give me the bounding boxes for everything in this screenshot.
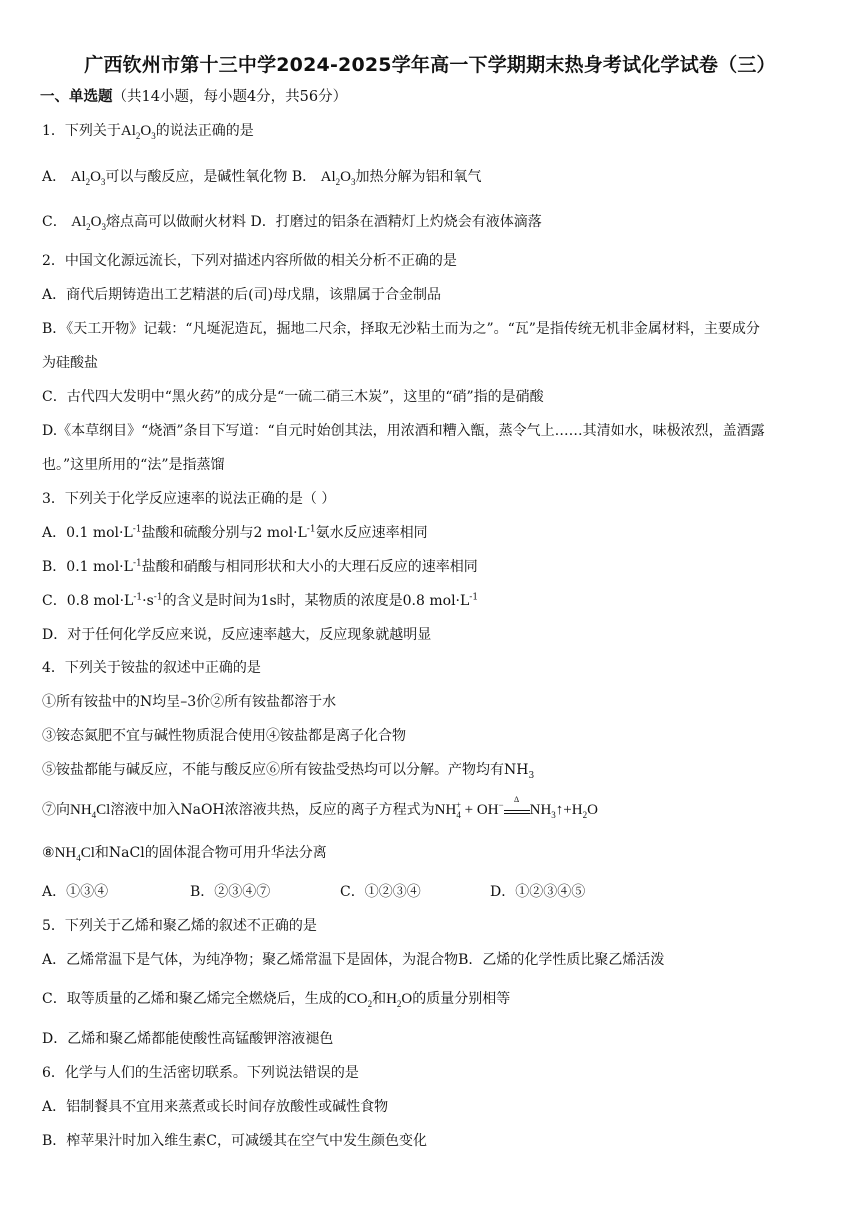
section-note: （共14小题，每小题4分，共56分）: [112, 89, 348, 105]
q4-statements-3: ⑤铵盐都能与碱反应，不能与酸反应⑥所有铵盐受热均可以分解。产物均有$NH_3$: [42, 762, 535, 781]
q3-option-a: A．0.1 $mol\cdot L^{-1}$盐酸和硫酸分别与2 $mol\cdot L^{-1}$氨水反应速率相同: [42, 524, 428, 541]
q6-stem: 6．化学与人们的生活密切联系。下列说法错误的是: [42, 1065, 359, 1081]
q5-option-d: D．乙烯和聚乙烯都能使酸性高锰酸钾溶液褪色: [42, 1031, 334, 1047]
q1-stem: 1．下列关于$Al_2O_3$的说法正确的是: [42, 123, 254, 141]
q1-option-a: A． $Al_2O_3$可以与酸反应，是碱性氧化物: [42, 169, 288, 187]
q2-option-a: A．商代后期铸造出工艺精湛的后(司)母戊鼎，该鼎属于合金制品: [42, 287, 442, 303]
q2-option-d-line2: 也。”这里所用的“法”是指蒸馏: [42, 457, 225, 473]
q2-option-b-line1: B．《天工开物》记载：“凡埏泥造瓦，掘地二尺余，择取无沙粘土而为之”。“瓦”是指传统无机非金属材料，主要成分: [42, 321, 760, 337]
q2-option-b-line2: 为硅酸盐: [42, 355, 98, 371]
ionic-equation: $NH_4^+ + OH^-$ Δ $NH_3↑+H_2O$: [434, 794, 598, 820]
q1-options-cd: [42, 213, 542, 231]
q4-option-a: A．①③④: [42, 884, 109, 900]
q4-statement-8: $⑧NH_4Cl$和NaCl的固体混合物可用升华法分离: [42, 845, 327, 863]
q4-option-d: D．①②③④⑤: [490, 884, 586, 900]
q5-options-ab: A．乙烯常温下是气体，为纯净物；聚乙烯常温下是固体，为混合物B．乙烯的化学性质比聚乙烯活泼: [42, 952, 665, 968]
q4-statements-2: ③铵态氮肥不宜与碱性物质混合使用④铵盐都是离子化合物: [42, 728, 406, 744]
q4-options: [42, 883, 585, 901]
q1-option-b: B． $Al_2O_3$加热分解为铝和氧气: [291, 169, 482, 187]
exam-title: 广西钦州市第十三中学2024-2025学年高一下学期期末热身考试化学试卷（三）: [84, 54, 776, 76]
q2-stem: 2．中国文化源远流长，下列对描述内容所做的相关分析不正确的是: [42, 253, 457, 269]
q3-option-b: B．0.1 $mol\cdot L^{-1}$盐酸和硝酸与相同形状和大小的大理石反应的速率相同: [42, 558, 478, 575]
q4-statement-7: ⑦向$NH_4Cl$溶液中加入NaOH浓溶液共热，反应的离子方程式为$NH_4^+ + OH^-$ Δ $NH_3↑+H_2O$: [42, 794, 598, 820]
formula-al2o3: $Al_2O_3$: [120, 123, 156, 141]
section-heading: [40, 88, 347, 106]
q3-stem: 3．下列关于化学反应速率的说法正确的是（ ）: [42, 491, 336, 507]
q1-options-ab: [42, 168, 481, 186]
q1-option-d: D．打磨过的铝条在酒精灯上灼烧会有液体滴落: [250, 214, 542, 230]
q3-option-c: C．0.8 $mol\cdot L^{-1}\cdot s^{-1}$的含义是时间为1s时，某物质的浓度是0.8 $mol\cdot L^{-1}$: [42, 592, 479, 609]
q3-option-d: D．对于任何化学反应来说，反应速率越大，反应现象就越明显: [42, 627, 432, 643]
heat-condition-sign: Δ: [504, 808, 530, 814]
q4-option-b: B．②③④⑦: [190, 884, 271, 900]
section-title: 一、单选题: [40, 89, 113, 105]
q4-stem: 4．下列关于铵盐的叙述中正确的是: [42, 660, 261, 676]
q2-option-d-line1: D.《本草纲目》“烧酒”条目下写道：“自元时始创其法，用浓酒和糟入甑，蒸令气上……其清如水，味极浓烈，盖酒露: [42, 423, 765, 439]
q6-option-b: B．榨苹果汁时加入维生素C，可减缓其在空气中发生颜色变化: [42, 1133, 427, 1149]
q5-stem: 5．下列关于乙烯和聚乙烯的叙述不正确的是: [42, 918, 317, 934]
q2-option-c: C．古代四大发明中“黑火药”的成分是“一硫二硝三木炭”，这里的“硝”指的是硝酸: [42, 389, 544, 405]
q6-option-a: A．铝制餐具不宜用来蒸煮或长时间存放酸性或碱性食物: [42, 1099, 389, 1115]
q1-option-c: C． $Al_2O_3$熔点高可以做耐火材料: [42, 214, 247, 232]
q4-statements-1: ①所有铵盐中的N均呈–3价②所有铵盐都溶于水: [42, 694, 337, 710]
q4-option-c: C．①②③④: [340, 884, 421, 900]
q5-option-c: C．取等质量的乙烯和聚乙烯完全燃烧后，生成的$CO_2$和$H_2O$的质量分别相等: [42, 991, 511, 1009]
